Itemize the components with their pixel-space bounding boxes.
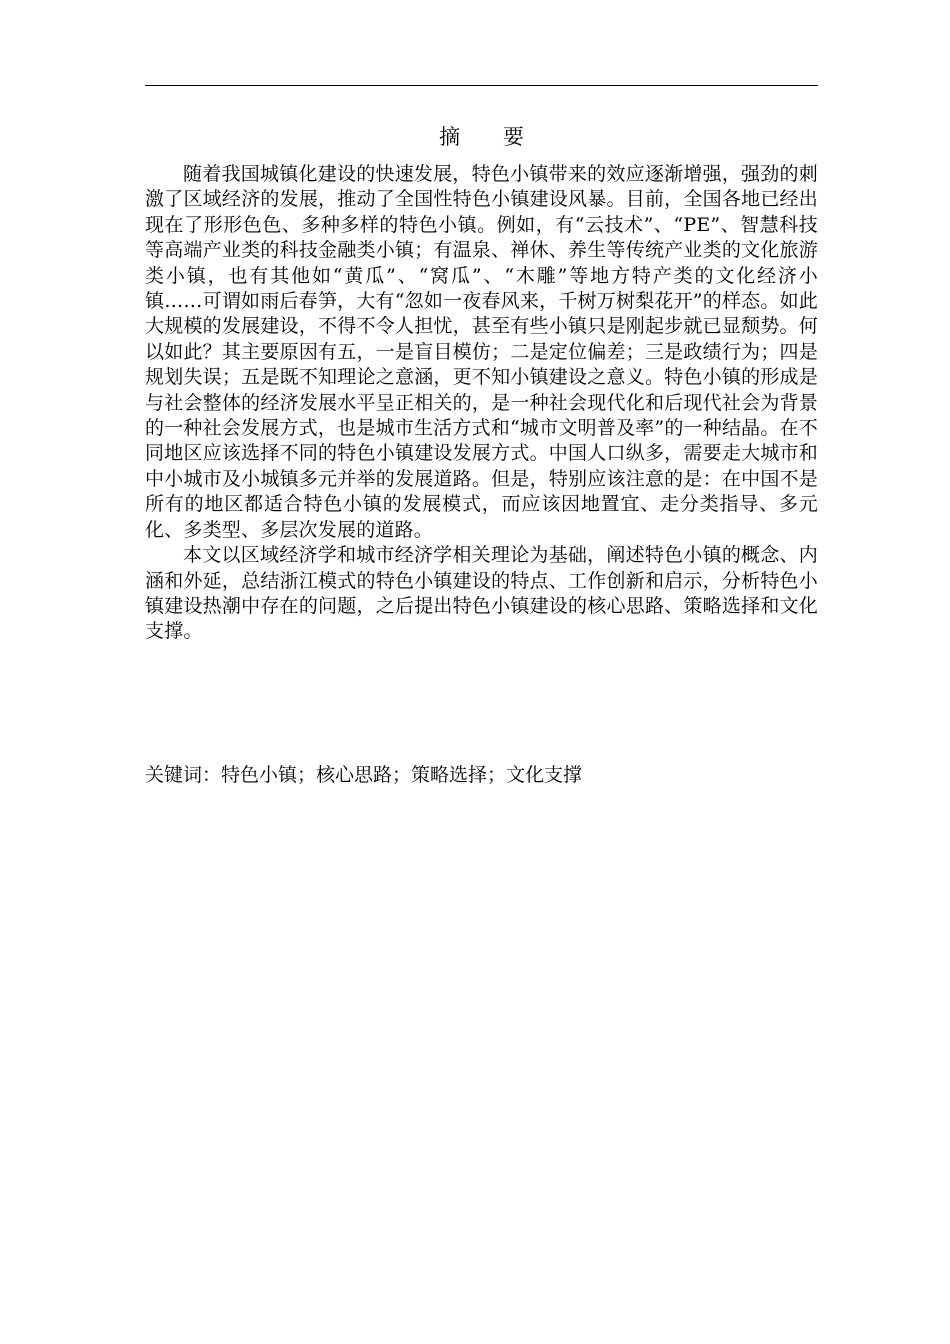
keywords-label: 关键词： [145, 764, 222, 786]
abstract-paragraph: 本文以区域经济学和城市经济学相关理论为基础，阐述特色小镇的概念、内涵和外延，总结浙江模式的特色小镇建设的特点、工作创新和启示，分析特色小镇建设热潮中存在的问题，之后提出特色小镇建设的核心思路、策略选择和文化支撑。 [145, 544, 818, 643]
page-title: 摘 要 [439, 125, 542, 149]
header-rule [145, 85, 818, 86]
abstract-body [145, 162, 818, 645]
keywords-line [145, 761, 818, 789]
abstract-paragraph: 随着我国城镇化建设的快速发展，特色小镇带来的效应逐渐增强，强劲的刺激了区域经济的发展，推动了全国性特色小镇建设风暴。目前，全国各地已经出现在了形形色色、多种多样的特色小镇。例如，有“云技术”、“PE”、智慧科技等高端产业类的科技金融类小镇；有温泉、禅休、养生等传统产业类的文化旅游类小镇，也有其他如“黄瓜”、“窝瓜”、“木雕”等地方特产类的文化经济小镇……可谓如雨后春笋，大有“忽如一夜春风来，千树万树梨花开”的样态。如此大规模的发展建设，不得不令人担忧，甚至有些小镇只是刚起步就已显颓势。何以如此？其主要原因有五，一是盲目模仿；二是定位偏差；三是政绩行为；四是规划失误；五是既不知理论之意涵，更不知小镇建设之意义。特色小镇的形成是与社会整体的经济发展水平呈正相关的，是一种社会现代化和后现代社会为背景的一种社会发展方式，也是城市生活方式和“城市文明普及率”的一种结晶。在不同地区应该选择不同的特色小镇建设发展方式。中国人口纵多，需要走大城市和中小城市及小城镇多元并举的发展道路。但是，特别应该注意的是：在中国不是所有的地区都适合特色小镇的发展模式，而应该因地置宜、走分类指导、多元化、多类型、多层次发展的道路。 [145, 163, 818, 541]
keywords-text: 特色小镇；核心思路；策略选择；文化支撑 [221, 764, 583, 786]
